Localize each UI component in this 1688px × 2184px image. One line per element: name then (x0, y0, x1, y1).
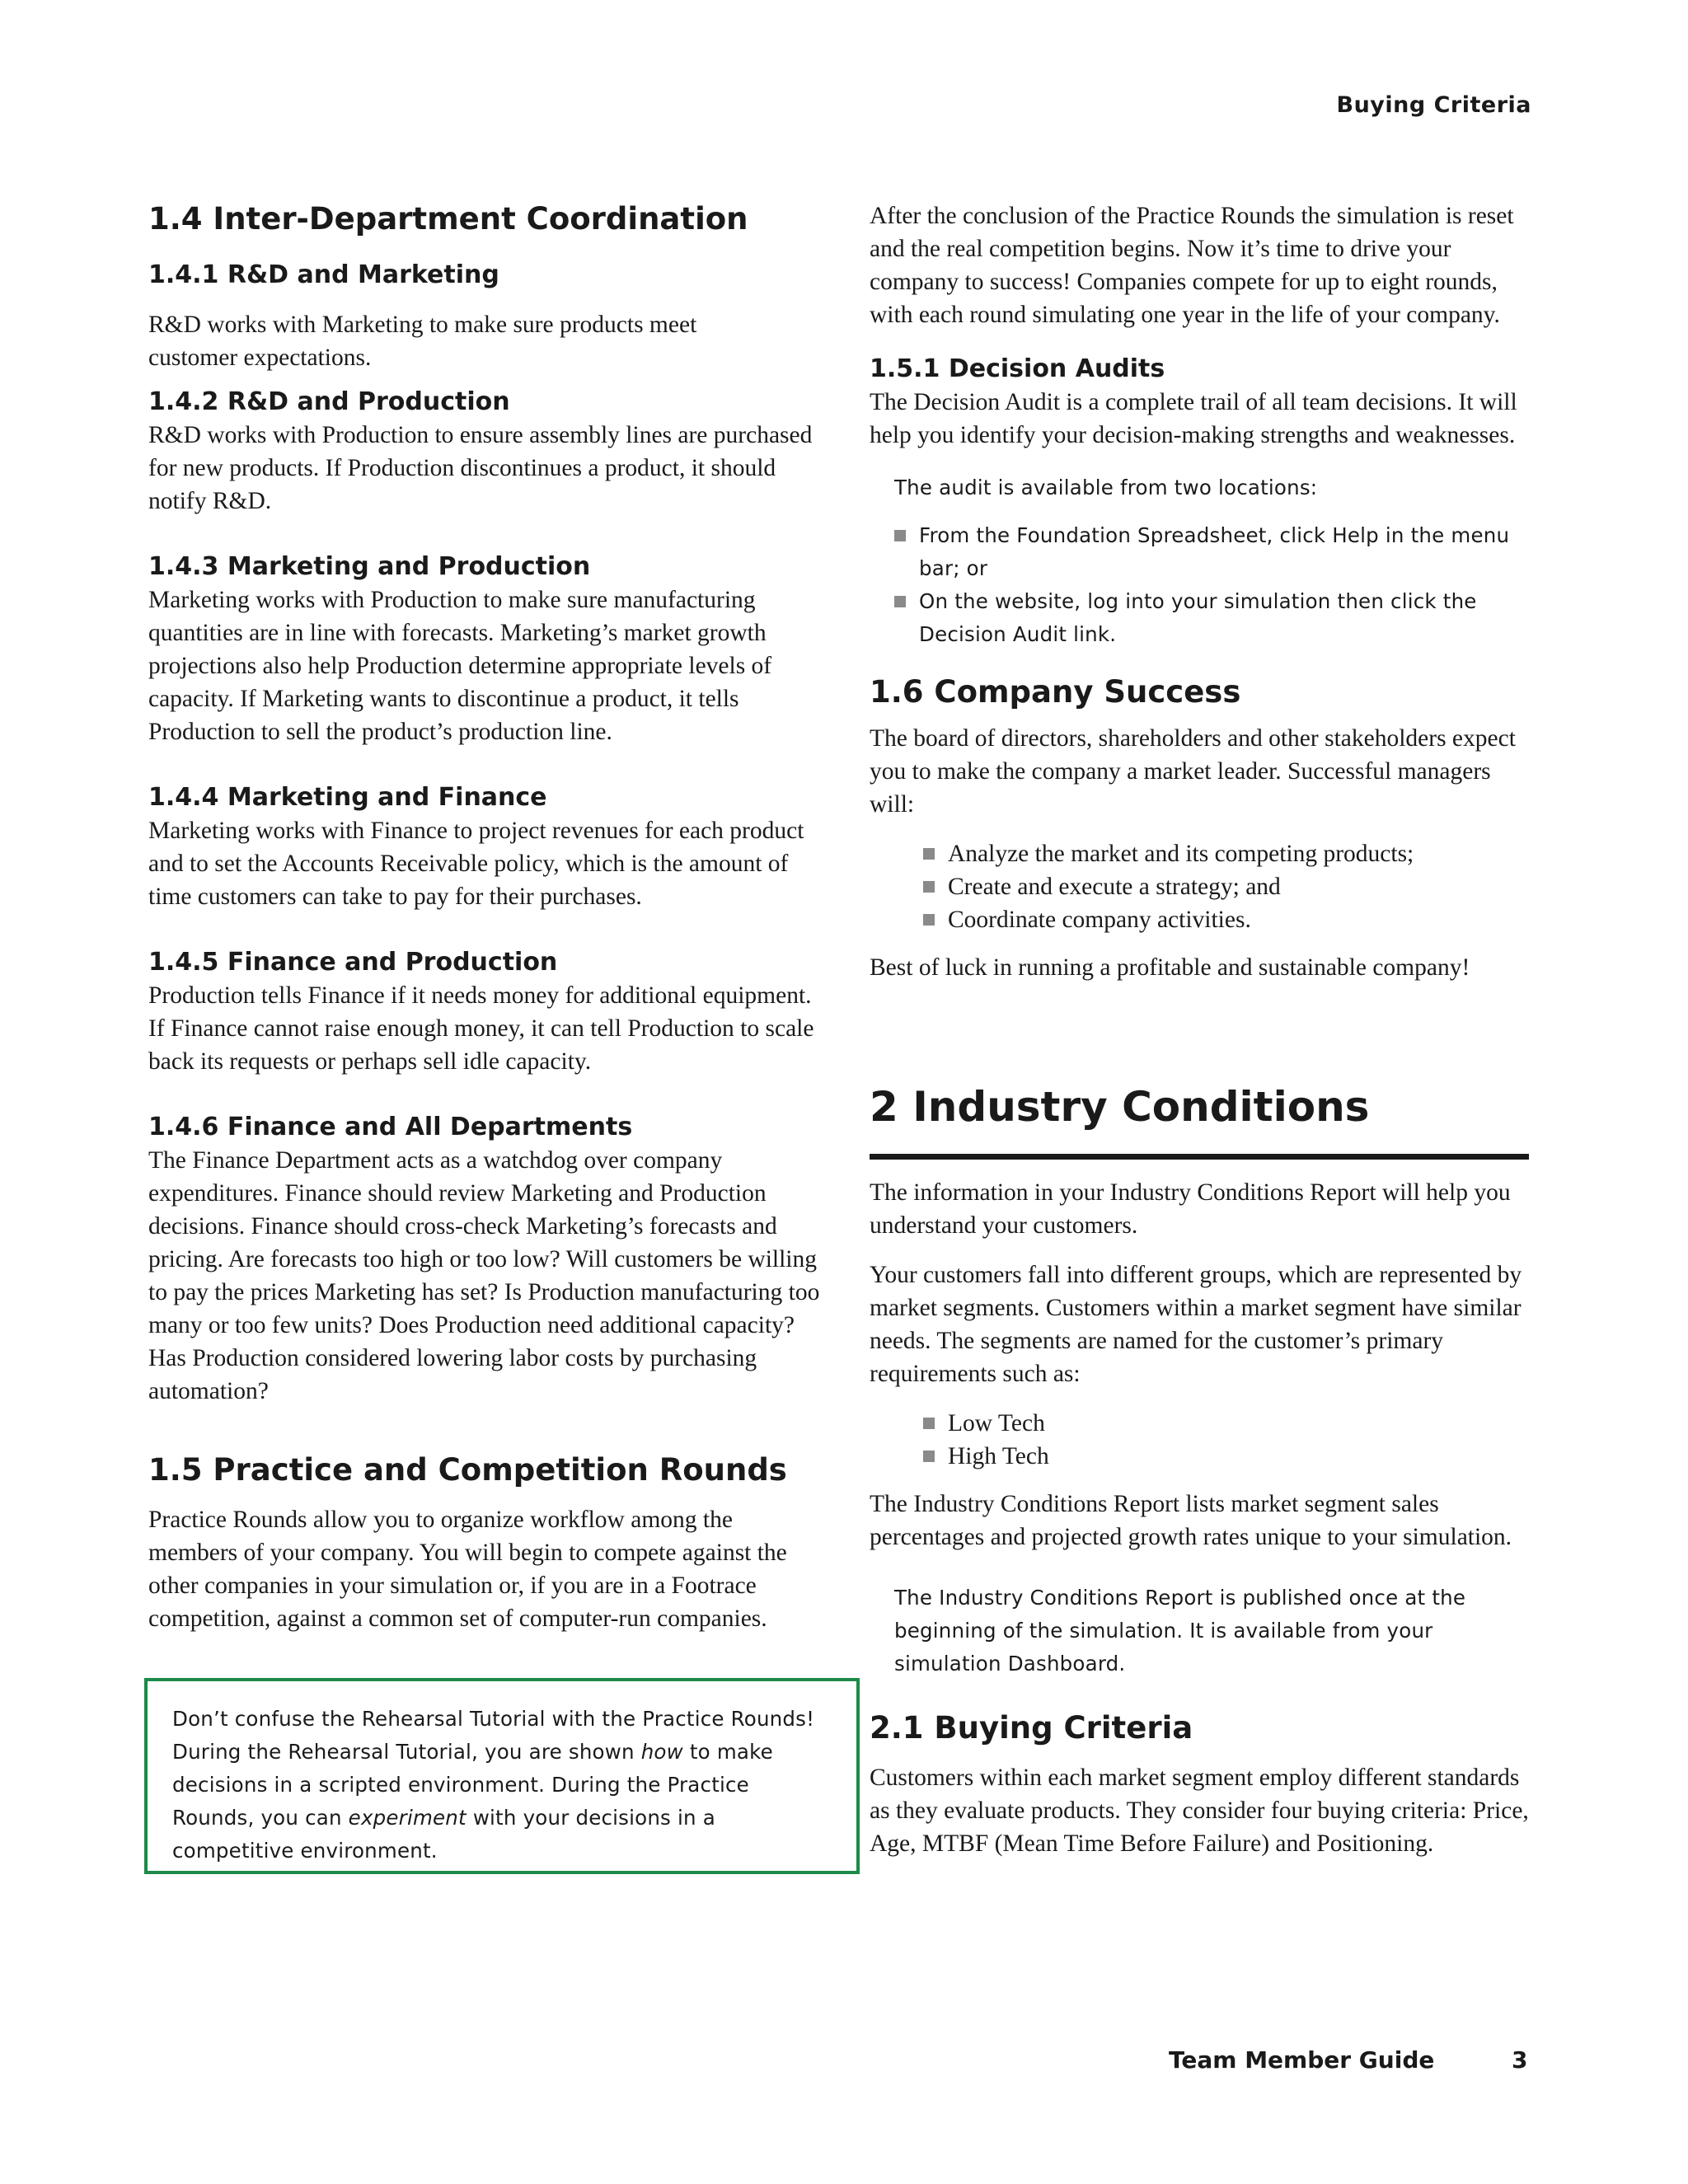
running-header: Buying Criteria (1336, 92, 1531, 118)
section-1-4-4-body: Marketing works with Finance to project revenues for each product and to set the Accounts Receivable policy, which is the amount of time customers can take to pay for their purchases. (148, 818, 804, 910)
section-2-1-body: Customers within each market segment employ different standards as they evaluate products. They consider four buying criteria: Price, Age, MTBF (Mean Time Before Failure) and Positioning. (870, 1765, 1529, 1857)
section-1-6-body: The board of directors, shareholders and other stakeholders expect you to make the company a market leader. Successful managers will: (870, 725, 1516, 818)
chapter-rule (870, 1154, 1529, 1160)
callout-emphasis-how: how (640, 1740, 683, 1764)
square-bullet-icon (923, 848, 935, 860)
section-1-5-heading: 1.5 Practice and Competition Rounds (148, 1452, 787, 1488)
section-1-4-5-heading: 1.4.5 Finance and Production (148, 948, 558, 977)
section-1-4-1-heading: 1.4.1 R&D and Marketing (148, 260, 499, 289)
square-bullet-icon (894, 596, 906, 607)
section-2-1-heading: 2.1 Buying Criteria (870, 1710, 1193, 1746)
page-number: 3 (1512, 2046, 1528, 2074)
chapter-2-segments: Your customers fall into different groups, which are represented by market segments. Customers within a market segment have similar needs. The segments are named for the customer’s primary requirements such as: (870, 1262, 1522, 1387)
square-bullet-icon (923, 881, 935, 893)
success-list (870, 837, 1529, 936)
section-1-4-2-body: R&D works with Production to ensure assembly lines are purchased for new products. If Production discontinues a product, it should notify R&D. (148, 422, 813, 514)
section-1-5-1-heading: 1.5.1 Decision Audits (870, 354, 1165, 383)
section-1-4-3-heading: 1.4.3 Marketing and Production (148, 552, 591, 581)
right-column (870, 199, 1529, 1860)
chapter-2-intro: The information in your Industry Conditions Report will help you understand your customers. (870, 1179, 1511, 1239)
section-1-6-closing: Best of luck in running a profitable and sustainable company! (870, 954, 1470, 981)
square-bullet-icon (894, 530, 906, 541)
section-1-4-5-body: Production tells Finance if it needs money for additional equipment. If Finance cannot raise enough money, it can tell Production to scale back its requests or perhaps sell idle capacity. (148, 982, 814, 1075)
square-bullet-icon (923, 914, 935, 926)
section-1-5-continued: After the conclusion of the Practice Rounds the simulation is reset and the real competition begins. Now it’s time to drive your company to success! Companies compete for up to eight rounds, with each round simulating one year in the life of your company. (870, 203, 1514, 328)
square-bullet-icon (923, 1451, 935, 1462)
section-1-4-6-heading: 1.4.6 Finance and All Departments (148, 1113, 633, 1141)
section-1-5-body: Practice Rounds allow you to organize workflow among the members of your company. You will begin to compete against the other companies in your simulation or, if you are in a Footrace competition, against a common set of computer-run companies. (148, 1507, 787, 1632)
audit-note: The audit is available from two locations: (894, 476, 1318, 499)
section-1-6-heading: 1.6 Company Success (870, 674, 1241, 710)
section-1-4-1-body: R&D works with Marketing to make sure products meet customer expectations. (148, 312, 697, 371)
list-item: On the website, log into your simulation then click the Decision Audit link. (919, 585, 1529, 651)
left-column (148, 199, 824, 1635)
audit-location-list (894, 519, 1529, 651)
segment-list (870, 1407, 1529, 1473)
square-bullet-icon (923, 1418, 935, 1429)
footer-guide-title: Team Member Guide (1169, 2046, 1435, 2074)
list-item: From the Foundation Spreadsheet, click Help in the menu bar; or (919, 519, 1529, 585)
list-item: Coordinate company activities. (948, 903, 1529, 936)
list-item: Create and execute a strategy; and (948, 870, 1529, 903)
list-item: High Tech (948, 1440, 1529, 1473)
list-item: Analyze the market and its competing products; (948, 837, 1529, 870)
section-1-4-2-heading: 1.4.2 R&D and Production (148, 387, 510, 416)
callout-text: Don’t confuse the Rehearsal Tutorial with the Practice Rounds! During the Rehearsal Tutorial, you are shown how to make decisions in a scripted environment. During the Practice Rounds, you can experiment with your decisions in a competitive environment. (172, 1707, 815, 1863)
callout-emphasis-experiment: experiment (348, 1806, 467, 1830)
tip-callout-box (144, 1678, 860, 1874)
report-note: The Industry Conditions Report is published once at the beginning of the simulation. It is available from your simulation Dashboard. (894, 1586, 1466, 1675)
section-1-4-3-body: Marketing works with Production to make sure manufacturing quantities are in line with forecasts. Marketing’s market growth projections also help Production determine appropriate levels of capacity. If Marketing wants to discontinue a product, it tells Production to sell the product’s production line. (148, 587, 772, 745)
section-1-4-heading: 1.4 Inter-Department Coordination (148, 201, 748, 237)
audit-note-block (870, 471, 1529, 651)
chapter-2-heading: 2 Industry Conditions (870, 1083, 1370, 1131)
chapter-2-report: The Industry Conditions Report lists market segment sales percentages and projected growth rates unique to your simulation. (870, 1491, 1512, 1550)
list-item: Low Tech (948, 1407, 1529, 1440)
section-1-5-1-body: The Decision Audit is a complete trail of all team decisions. It will help you identify your decision-making strengths and weaknesses. (870, 389, 1517, 448)
section-1-4-4-heading: 1.4.4 Marketing and Finance (148, 783, 547, 812)
section-1-4-6-body: The Finance Department acts as a watchdog over company expenditures. Finance should review Marketing and Production decisions. Finance should cross-check Marketing’s forecasts and pricing. Are forecasts too high or too low? Will customers be willing to pay the prices Marketing has set? Is Production manufacturing too many or too few units? Does Production need additional capacity? Has Production considered lowering labor costs by purchasing automation? (148, 1147, 820, 1404)
